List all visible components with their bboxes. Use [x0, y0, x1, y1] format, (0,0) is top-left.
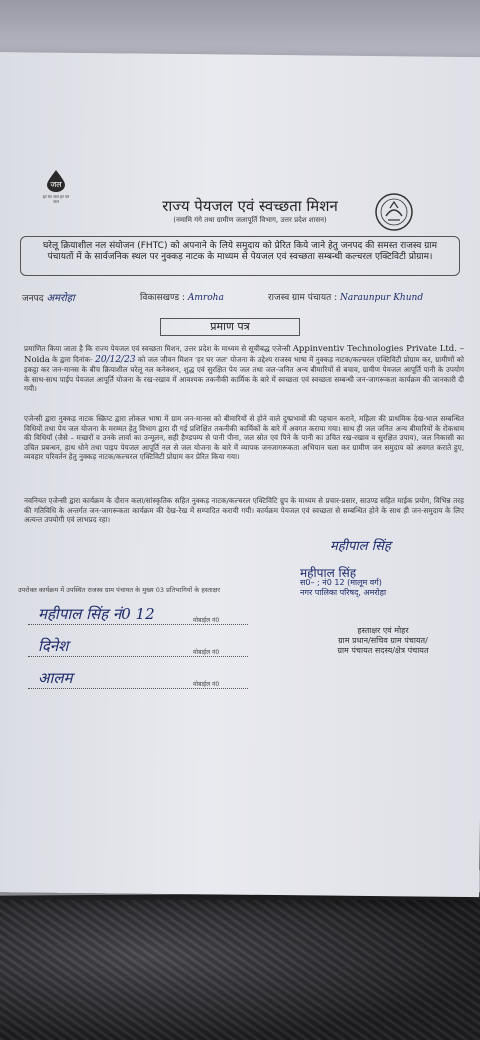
paragraph-2: एजेन्सी द्वारा नुक्कड़ नाटक स्क्रिप्ट द्वारा लोकल भाषा में ग्राम जन-मानस को बीमारियों से होने वाले दुष्प्रभावों की पहचान कराने, महिला की प्राथमिक देख-भाल सम्बन्धित विधियों तथा पेय जल योजना के मरम्मत हेतु विभाग द्वारा दी गई प्रशिक्षित तकनीकी कार्मिकों के बारे में अवगत कराया गया। साथ ही जल जनित अन्य बीमारियों के रोकथाम की विधियाँ (जैसे – मच्छरों व उनके लार्वा का उन्मूलन, सही हैण्डपम्प से पानी पीना, जल स्रोत एवं पिने के पानी का उचित रख-रखाव व सुरक्षित उपाय), जल निकासी का उचित प्रबन्धन, हाथ धोने तथा पाइप पेयजल आपूर्ति नल से जल योजना के बारे में व्यापक जनजागरूकता अभियान चला कर ग्रामीण जन समुदाय को अवगत कराते हुए, व्यवहार परिवर्तन हेतु नुक्कड़ नाटक/कल्चरल एक्टिविटी प्रोग्राम कर प्रेरित किया गया। — [24, 414, 464, 462]
participant-signature-2 — [18, 636, 258, 662]
paragraph-3: नवनियत एजेन्सी द्वारा कार्यक्रम के दौरान कला/सांस्कृतिक सहित नुक्कड़ नाटक/कल्चरल एक्टिविटि ग्रुप के माध्यम से प्रचार-प्रसार, साउण्ड सहित माईक प्रयोग, विभिन्न तरह की गतिविधि के अन्तर्गत जन-जागरूकता कार्यक्रम की देख-रेख में सम्पादित करायी गयी। कार्यक्रम पेयजल एवं स्वच्छता से सम्बन्धित होने के साथ ही जन-समुदाय के लिए अत्यन्त उपयोगी एवं लाभप्रद रहा। — [24, 496, 464, 525]
mobile-label: मोबाईल नं0 — [193, 649, 220, 656]
certificate-title: प्रमाण पत्र — [160, 318, 300, 336]
sign-block-line-2: ग्राम प्रधान/सचिव ग्राम पंचायत/ — [338, 636, 428, 645]
participant-1-sign: महीपाल सिंह नं0 12 — [38, 605, 155, 623]
agency-name: Appinventiv Technologies Private Ltd. – Noida — [24, 344, 464, 365]
mobile-label: मोबाईल नं0 — [193, 681, 220, 688]
certificate-paper — [0, 52, 480, 897]
program-banner: घरेलू क्रियाशील नल संयोजन (FHTC) को अपनाने के लिये समुदाय को प्रेरित किये जाने हेतु जनपद की समस्त राजस्व ग्राम पंचायतों में के सार्वजनिक स्थल पर नुक्कड़ नाटक के माध्यम से पेयजल एवं स्वच्छता सम्बन्धी कल्चरल एक्टिविटी प्रोग्राम। — [20, 236, 460, 276]
stamp-name: महीपाल सिंह — [300, 566, 357, 580]
official-signature: महीपाल सिंह — [330, 539, 391, 554]
background-fabric — [0, 900, 480, 1040]
program-date: 20/12/23 — [95, 354, 136, 365]
participant-signature-1 — [18, 604, 258, 630]
block-field — [140, 290, 224, 303]
paragraph-1 — [24, 344, 464, 394]
signature-underline — [28, 624, 248, 625]
panchayat-label: राजस्व ग्राम पंचायत : — [268, 293, 338, 303]
district-value: अमरोहा — [46, 293, 75, 304]
panchayat-field — [268, 290, 423, 303]
jal-jeevan-logo — [40, 170, 72, 210]
participants-caption: उपरोक्त कार्यक्रम में उपस्थित राजस्व ग्राम पंचायत के मुख्य 03 प्रतिभागियों के हस्ताक्षर — [18, 586, 221, 594]
block-value: Amroha — [187, 293, 224, 303]
participant-2-sign: दिनेश — [38, 637, 69, 655]
org-subtitle: (नमामि गंगे तथा ग्रामीण जलापूर्ति विभाग, उत्तर प्रदेश शासन) — [173, 216, 327, 224]
p1-start: प्रमाणित किया जाता है कि राज्य पेयजल एवं स्वच्छता मिशन, उत्तर प्रदेश के माध्यम से सूचीबद्ध एजेन्सी — [24, 344, 291, 353]
participant-3-sign: आलम — [38, 669, 73, 687]
sign-block-line-3: ग्राम पंचायत सदस्य/क्षेत्र पंचायत — [337, 646, 429, 655]
up-state-emblem-icon — [374, 192, 414, 232]
sign-block-line-1: हस्ताक्षर एवं मोहर — [357, 626, 409, 635]
org-title: राज्य पेयजल एवं स्वच्छता मिशन — [162, 197, 338, 215]
district-field — [22, 290, 75, 304]
logo-caption: हर घर जल हर घर जल — [42, 194, 70, 204]
stamp-line-1: स0– ; नं0 12 (मालूम वर्ग) — [300, 578, 382, 587]
signature-underline — [28, 656, 248, 657]
panchayat-value: Naraunpur Khund — [339, 293, 424, 303]
authority-sign-block — [298, 626, 468, 656]
district-label: जनपद — [22, 294, 44, 304]
participant-signature-3 — [18, 668, 258, 694]
official-stamp — [300, 568, 460, 598]
svg-text:जल: जल — [50, 180, 62, 189]
block-label: विकासखण्ड : — [140, 293, 186, 303]
water-drop-icon — [46, 170, 66, 192]
mobile-label: मोबाईल नं0 — [193, 617, 220, 624]
stamp-line-2: नगर पालिका परिषद्, अमरोहा — [300, 588, 387, 597]
signature-underline — [28, 688, 248, 689]
p1-date-prefix: के द्वारा दिनांक- — [52, 354, 93, 364]
p1-rest: को जल जीवन मिशन 'हर घर जल' योजना के उद्देश्य राजस्व भाषा में नुक्कड़ नाटक/कल्चरल एक्टिविटी प्रोग्राम कर, ग्रामीणों को इकट्ठा कर जन-मानस के बीच क्रियाशील घरेलू नल कनेक्शन, शुद्ध एवं सुरक्षित पेय जल तथा जल-जनित अन्य बीमारियों से बचाव, ग्रामीण पेयजल आपूर्ति पानी के उपयोग के साथ-साथ पाईप पेयजल आपूर्ति योजना के रख-रखाव में आवश्यक तकनीकी कार्मिक के बारे में स्वच्छता एवं स्वच्छता सम्बन्धी जन-जागरूकता कार्यक्रम की जानकारी दी गयी। — [24, 354, 464, 394]
background-top — [0, 0, 480, 60]
